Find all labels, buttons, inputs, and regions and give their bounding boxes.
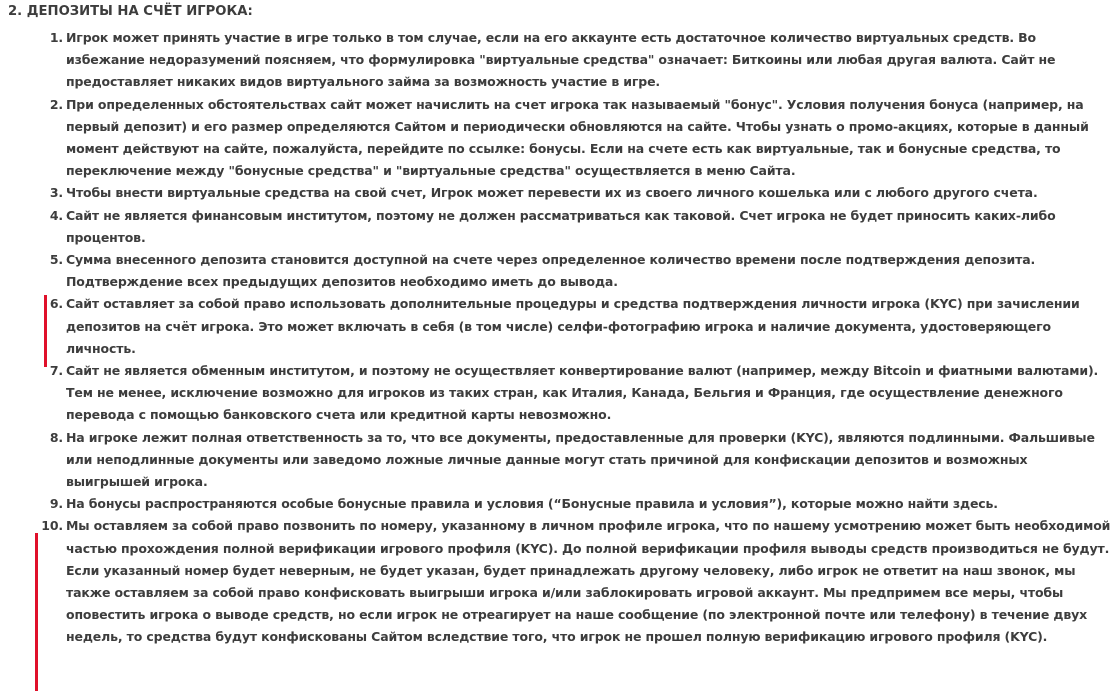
- highlight-marker-item-6: [44, 295, 47, 367]
- item-text: Сайт оставляет за собой право использовать дополнительные процедуры и средства подтверждения личности игрока (KYC) при зачислении депозитов на счёт игрока. Это может включать в себя (в том числе) селфи-фотографию игрока и наличие документа, удостоверяющего личность.: [66, 296, 1080, 356]
- item-text: Сайт не является финансовым институтом, поэтому не должен рассматриваться как таковой. Счет игрока не будет приносить каких-либо процентов.: [66, 207, 1056, 245]
- item-number: 7.: [49, 363, 63, 379]
- terms-list: [41, 27, 1115, 649]
- item-number: 8.: [49, 429, 63, 445]
- list-item: [49, 94, 1115, 183]
- item-number: 4.: [49, 207, 63, 223]
- item-text: Сайт не является обменным институтом, и поэтому не осуществляет конвертирование валют (например, между Bitcoin и фиатными валютами). Тем не менее, исключение возможно для игроков из таких стран, как Италия, Канада, Бельгия и Франция, где осуществление денежного перевода с помощью банковского счета или кредитной карты невозможно.: [66, 363, 1099, 423]
- highlight-marker-item-10: [35, 533, 38, 691]
- item-text: При определенных обстоятельствах сайт может начислить на счет игрока так называемый "бонус". Условия получения бонуса (например, на первый депозит) и его размер определяются Сайтом и периодически обновляются на сайте. Чтобы узнать о промо-акциях, которые в данный момент действуют на сайте, пожалуйста, перейдите по ссылке: бонусы. Если на счете есть как виртуальные, так и бонусные средства, то переключение между "бонусные средства" и "виртуальные средства" осуществляется в меню Сайта.: [66, 96, 1089, 179]
- list-item: [49, 360, 1115, 427]
- item-number: 3.: [49, 185, 63, 201]
- item-number: 10.: [41, 518, 63, 534]
- item-number: 9.: [49, 496, 63, 512]
- list-item: [49, 205, 1115, 249]
- item-text: Игрок может принять участие в игре только в том случае, если на его аккаунте есть достаточное количество виртуальных средств. Во избежание недоразумений поясняем, что формулировка "виртуальные средства" означает: Биткоины или любая другая валюта. Сайт не предоставляет никаких видов виртуального займа за возможность участие в игре.: [66, 30, 1056, 90]
- list-item: [49, 27, 1115, 94]
- item-number: 2.: [49, 96, 63, 112]
- item-text: Мы оставляем за собой право позвонить по номеру, указанному в личном профиле игрока, что по нашему усмотрению может быть необходимой частью прохождения полной верификации игрового профиля (KYC). До полной верификации профиля выводы средств производиться не будут. Если указанный номер будет неверным, не будет указан, будет принадлежать другому человеку, либо игрок не ответит на наш звонок, мы также оставляем за собой право конфисковать выигрыши игрока и/или заблокировать игровой аккаунт. Мы предпримем все меры, чтобы оповестить игрока о выводе средств, но если игрок не отреагирует на наше сообщение (по электронной почте или телефону) в течение двух недель, то средства будут конфискованы Сайтом вследствие того, что игрок не прошел полную верификацию игрового профиля (KYC).: [66, 518, 1111, 645]
- list-item: [49, 293, 1115, 360]
- list-item: [41, 515, 1115, 648]
- list-item: [49, 249, 1115, 293]
- list-item: [49, 182, 1115, 204]
- item-number: 1.: [49, 30, 63, 45]
- item-text: Сумма внесенного депозита становится доступной на счете через определенное количество времени после подтверждения депозита. Подтверждение всех предыдущих депозитов необходимо иметь до вывода.: [66, 252, 1036, 290]
- item-text: Чтобы внести виртуальные средства на свой счет, Игрок может перевести их из своего личного кошелька или с любого другого счета.: [66, 185, 1038, 201]
- list-item: [49, 427, 1115, 494]
- list-item: [49, 493, 1115, 515]
- item-number: 6.: [49, 296, 63, 312]
- section-title: 2. ДЕПОЗИТЫ НА СЧЁТ ИГРОКА:: [8, 4, 253, 19]
- item-text: На бонусы распространяются особые бонусные правила и условия (“Бонусные правила и условия”), которые можно найти здесь.: [66, 496, 998, 512]
- item-number: 5.: [49, 252, 63, 268]
- item-text: На игроке лежит полная ответственность за то, что все документы, предоставленные для проверки (KYC), являются подлинными. Фальшивые или неподлинные документы или заведомо ложные личные данные могут стать причиной для конфискации депозитов и возможных выигрышей игрока.: [66, 429, 1095, 490]
